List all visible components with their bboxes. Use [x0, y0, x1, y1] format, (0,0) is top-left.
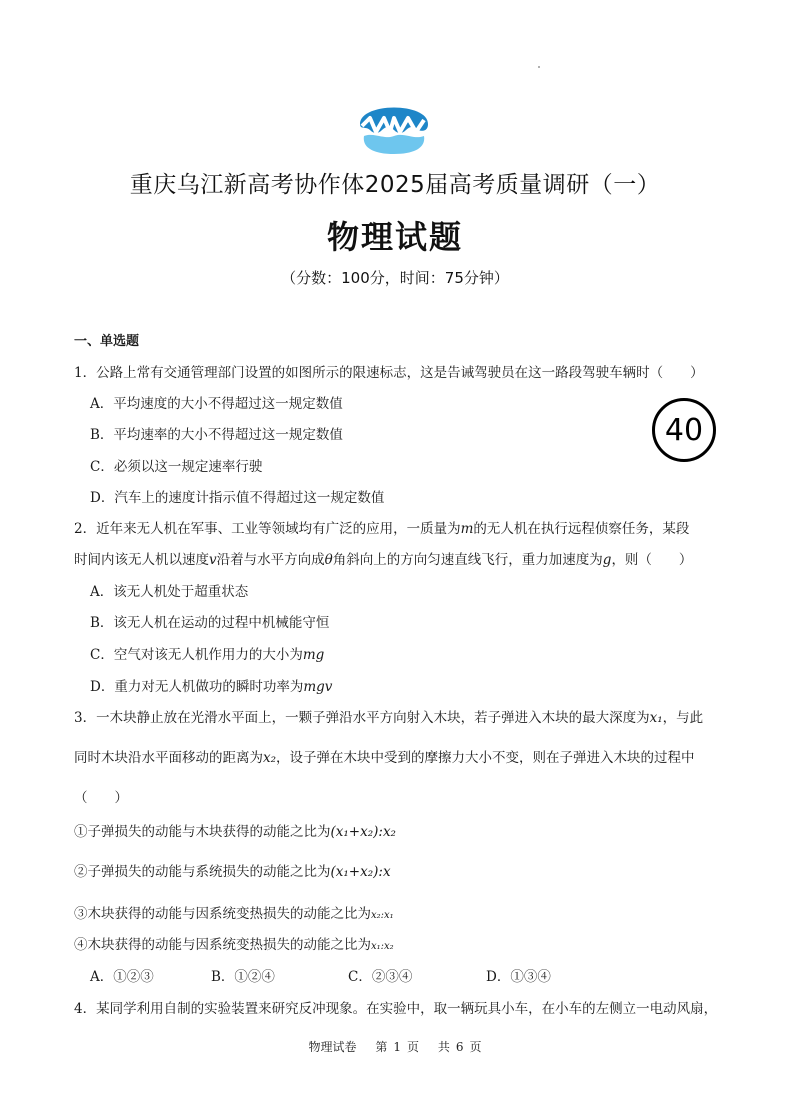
footer-total-unit: 页 — [469, 1040, 482, 1054]
q3-statement-text: ②子弹损失的动能与系统损失的动能之比为 — [74, 864, 331, 880]
q2-option-b: B．该无人机在运动的过程中机械能守恒 — [90, 615, 330, 631]
q3-text: ，与此 — [662, 710, 704, 726]
q3-choice-c: C．②③④ — [348, 969, 413, 985]
q2-option-c-expr: mg — [302, 647, 325, 663]
wave-logo-icon — [354, 96, 434, 158]
section-heading: 一、单选题 — [74, 334, 140, 349]
q2-stem-line2 — [74, 548, 692, 568]
q1-stem: 1．公路上常有交通管理部门设置的如图所示的限速标志，这是告诫驾驶员在这一路段驾驶车辆时（ ） — [74, 365, 704, 381]
exam-meta: （分数：100分，时间：75分钟） — [281, 269, 509, 287]
q2-text: 2．近年来无人机在军事、工业等领域均有广泛的应用，一质量为 — [74, 521, 461, 537]
speed-limit-value: 40 — [664, 412, 704, 448]
exam-title: 重庆乌江新高考协作体2025届高考质量调研（一） — [129, 172, 661, 198]
scan-dot — [538, 66, 540, 68]
q3-choice-a: A．①②③ — [90, 969, 154, 985]
q3-statement-expr: x₂:x₁ — [371, 910, 394, 921]
q4-stem-line1: 4．某同学利用自制的实验装置来研究反冲现象。在实验中，取一辆玩具小车，在小车的左侧立一电动风扇， — [74, 1001, 718, 1017]
footer-page-pre: 第 — [375, 1040, 388, 1054]
q2-var-m: m — [460, 521, 474, 537]
q3-choice-b: B．①②④ — [211, 969, 275, 985]
q3-statement-expr: (x₁+x₂):x₂ — [330, 824, 396, 840]
q2-text: 沿着与水平方向成 — [216, 552, 325, 568]
q3-text: ，设子弹在木块中受到的摩擦力大小不变，则在子弹进入木块的过程中 — [276, 750, 695, 766]
q2-var-theta: θ — [324, 552, 333, 568]
q3-stem-line3: （ ） — [74, 790, 128, 806]
footer-page-number: 1 — [393, 1040, 401, 1054]
q2-option-d — [90, 675, 332, 695]
q3-var-x2: x₂ — [263, 750, 277, 766]
q2-option-c-text: C．空气对该无人机作用力的大小为 — [90, 647, 303, 663]
q3-statement-3 — [74, 902, 394, 922]
q3-statement-expr: (x₁+x₂):x — [330, 864, 391, 880]
q2-option-a: A．该无人机处于超重状态 — [90, 584, 249, 600]
q3-var-x1: x₁ — [649, 710, 663, 726]
q2-text: 角斜向上的方向匀速直线飞行，重力加速度为 — [332, 552, 603, 568]
footer-label: 物理试卷 — [308, 1040, 357, 1054]
q2-option-d-text: D．重力对无人机做功的瞬时功率为 — [90, 679, 304, 695]
q1-option-d: D．汽车上的速度计指示值不得超过这一规定数值 — [90, 490, 385, 506]
q3-stem-line2 — [74, 746, 695, 766]
q2-stem-line1 — [74, 517, 689, 537]
q2-var-v: v — [209, 552, 217, 568]
q2-var-g: g — [602, 552, 612, 568]
footer-page-unit: 页 — [406, 1040, 419, 1054]
q3-statement-text: ③木块获得的动能与因系统变热损失的动能之比为 — [74, 906, 371, 922]
q3-statement-expr: x₁:x₂ — [371, 941, 394, 952]
q2-option-d-expr: mgv — [303, 679, 333, 695]
q3-choice-d: D．①③④ — [486, 969, 551, 985]
q3-statement-text: ④木块获得的动能与因系统变热损失的动能之比为 — [74, 937, 371, 953]
q3-statement-1 — [74, 820, 396, 840]
q2-text: ，则（ ） — [611, 552, 693, 568]
q2-option-c — [90, 643, 324, 663]
speed-limit-sign — [652, 398, 716, 462]
footer-total-number: 6 — [455, 1040, 464, 1054]
q3-statement-text: ①子弹损失的动能与木块获得的动能之比为 — [74, 824, 331, 840]
q1-option-a: A．平均速度的大小不得超过这一规定数值 — [90, 396, 343, 412]
footer-total-pre: 共 — [437, 1040, 450, 1054]
q2-text: 的无人机在执行远程侦察任务，某段 — [473, 521, 690, 537]
q3-statement-4 — [74, 933, 394, 953]
page-footer — [0, 1038, 790, 1055]
q3-text: 3．一木块静止放在光滑水平面上，一颗子弹沿水平方向射入木块，若子弹进入木块的最大深度为 — [74, 710, 650, 726]
q2-text: 时间内该无人机以速度 — [74, 552, 209, 568]
exam-subject: 物理试题 — [326, 218, 463, 256]
q3-text: 同时木块沿水平面移动的距离为 — [74, 750, 263, 766]
q1-option-c: C．必须以这一规定速率行驶 — [90, 459, 263, 475]
q3-statement-2 — [74, 860, 391, 880]
q3-stem-line1 — [74, 706, 703, 726]
q1-option-b: B．平均速率的大小不得超过这一规定数值 — [90, 427, 343, 443]
